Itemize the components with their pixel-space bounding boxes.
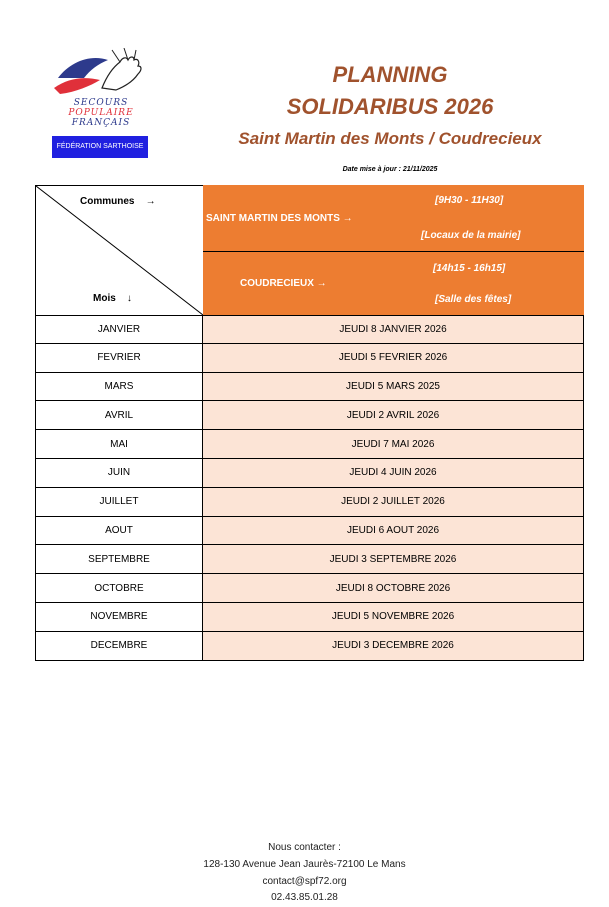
communes-label: Communes — [80, 196, 135, 207]
contact-email: contact@spf72.org — [262, 876, 347, 887]
date-cell: JEUDI 8 OCTOBRE 2026 — [203, 574, 584, 602]
corner-communes-label — [80, 196, 156, 207]
mois-label: Mois — [93, 293, 116, 304]
logo-line-populaire: POPULAIRE — [68, 108, 134, 118]
month-cell: OCTOBRE — [35, 574, 203, 602]
table-row — [35, 574, 584, 603]
secours-populaire-logo — [50, 48, 152, 160]
logo-line-secours: SECOURS — [73, 98, 129, 108]
commune2-hours: [14h15 - 16h15] — [433, 263, 506, 274]
contact-address: 128-130 Avenue Jean Jaurès-72100 Le Mans — [203, 859, 406, 870]
commune1-name: SAINT MARTIN DES MONTS → — [206, 213, 353, 224]
right-arrow-icon: → — [145, 196, 156, 207]
down-arrow-icon: ↓ — [126, 293, 132, 304]
communes-header-cell — [203, 185, 584, 315]
commune2-place: [Salle des fêtes] — [435, 294, 512, 305]
date-cell: JEUDI 3 DECEMBRE 2026 — [203, 632, 584, 660]
table-row — [35, 401, 584, 430]
federation-badge: FÉDÉRATION SARTHOISE — [52, 136, 148, 158]
month-cell: AVRIL — [35, 401, 203, 429]
title-solidaribus: SOLIDARIBUS 2026 — [286, 94, 494, 119]
month-cell: SEPTEMBRE — [35, 545, 203, 573]
date-cell: JEUDI 5 FEVRIER 2026 — [203, 344, 584, 372]
corner-cell — [35, 185, 204, 316]
month-cell: DECEMBRE — [35, 632, 203, 660]
table-row — [35, 632, 584, 661]
table-row — [35, 517, 584, 546]
month-cell: MARS — [35, 373, 203, 401]
table-row — [35, 603, 584, 632]
date-cell: JEUDI 5 NOVEMBRE 2026 — [203, 603, 584, 631]
planning-table — [35, 185, 584, 652]
date-cell: JEUDI 7 MAI 2026 — [203, 430, 584, 458]
date-cell: JEUDI 4 JUIN 2026 — [203, 459, 584, 487]
table-row — [35, 459, 584, 488]
logo-line-francais: FRANÇAIS — [71, 118, 131, 128]
commune1-hours: [9H30 - 11H30] — [435, 195, 504, 206]
commune2-name: COUDRECIEUX → — [240, 278, 327, 289]
table-row — [35, 430, 584, 459]
date-cell: JEUDI 8 JANVIER 2026 — [203, 316, 584, 343]
month-cell: MAI — [35, 430, 203, 458]
month-cell: JUILLET — [35, 488, 203, 516]
header-separator — [203, 251, 584, 252]
table-row — [35, 488, 584, 517]
table-body — [35, 315, 584, 661]
table-row — [35, 344, 584, 373]
table-header — [35, 185, 584, 315]
corner-mois-label — [93, 293, 132, 304]
month-cell: JUIN — [35, 459, 203, 487]
contact-phone: 02.43.85.01.28 — [271, 892, 338, 903]
commune1-place: [Locaux de la mairie] — [421, 230, 521, 241]
table-row — [35, 315, 584, 344]
date-cell: JEUDI 6 AOUT 2026 — [203, 517, 584, 545]
update-date: Date mise à jour : 21/11/2025 — [342, 166, 438, 173]
date-cell: JEUDI 2 JUILLET 2026 — [203, 488, 584, 516]
month-cell: NOVEMBRE — [35, 603, 203, 631]
title-planning: PLANNING — [332, 62, 448, 87]
table-row — [35, 373, 584, 402]
contact-title: Nous contacter : — [268, 842, 341, 853]
month-cell: FEVRIER — [35, 344, 203, 372]
month-cell: JANVIER — [35, 316, 203, 343]
table-row — [35, 545, 584, 574]
date-cell: JEUDI 3 SEPTEMBRE 2026 — [203, 545, 584, 573]
date-cell: JEUDI 5 MARS 2025 — [203, 373, 584, 401]
subtitle-communes: Saint Martin des Monts / Coudrecieux — [238, 129, 542, 148]
month-cell: AOUT — [35, 517, 203, 545]
date-cell: JEUDI 2 AVRIL 2026 — [203, 401, 584, 429]
